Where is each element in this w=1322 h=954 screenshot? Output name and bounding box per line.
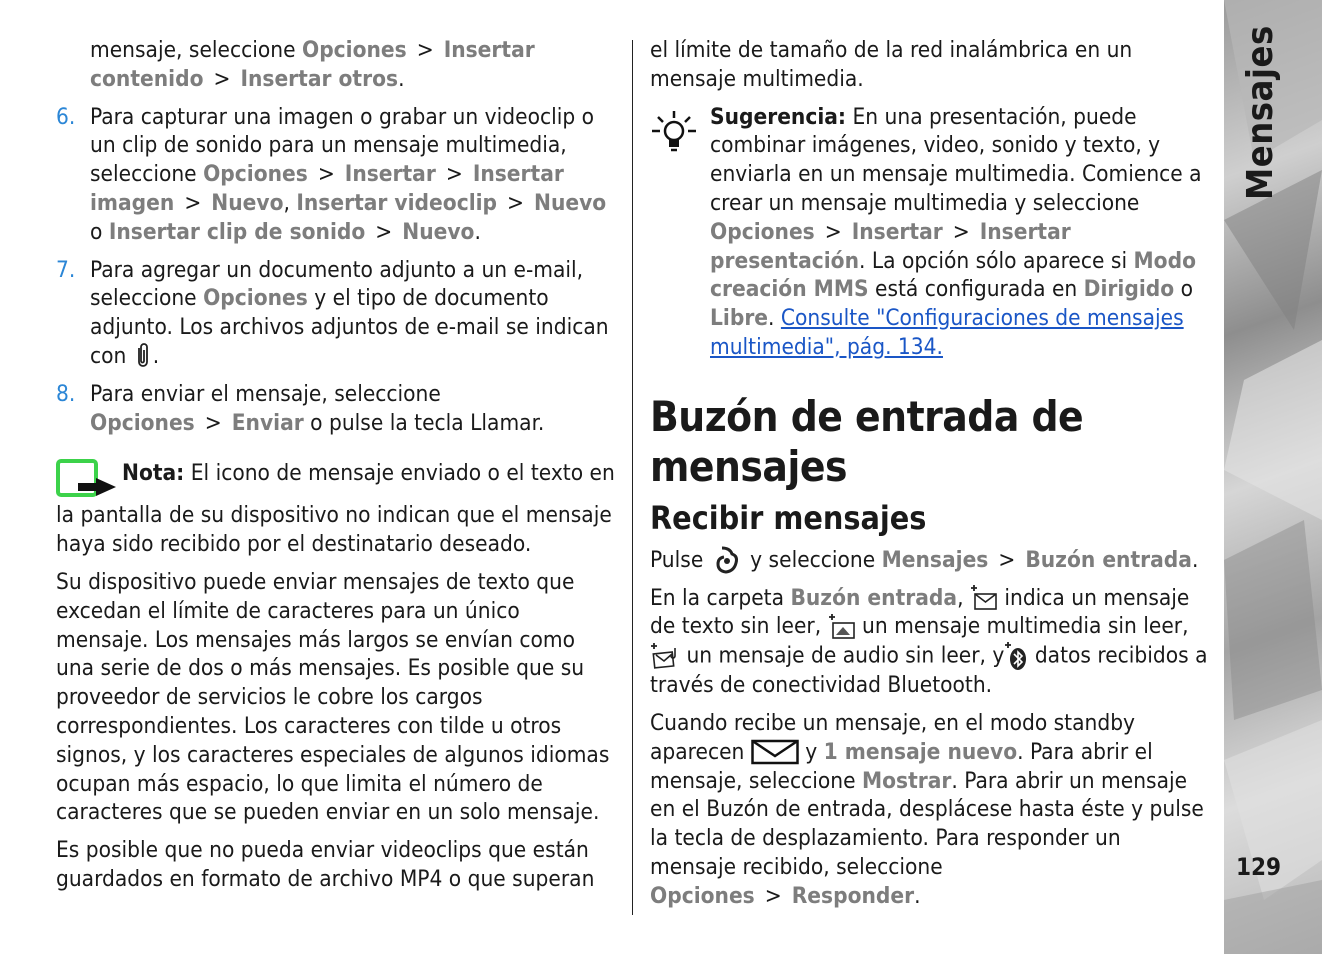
paragraph: Su dispositivo puede enviar mensajes de texto que excedan el límite de caracteres para un único mensaje. Los mensajes más largos se envían como una serie de dos o más mensajes. Es posible que su proveedor de servicios le cobre los cargos correspondientes. Los caracteres con tilde u otros signos, y los caracteres especiales de algunos idiomas ocupan más espacio, lo que limita el número de caracteres que se pueden enviar en un solo mensaje.	[56, 568, 610, 826]
tip-label: Sugerencia:	[710, 103, 847, 130]
subsection-heading: Recibir mensajes	[650, 498, 927, 537]
unread-text-message-icon	[970, 584, 998, 612]
menu-option: Insertar contenido	[90, 37, 535, 92]
tip: Sugerencia: En una presentación, puede combinar imágenes, video, sonido y texto, y enviarla en un mensaje multimedia. Comience a crear un mensaje multimedia y seleccione Opciones > Insertar > Insertar presentación. La opción sólo aparece si Modo creación MMS está configurada en Dirigido o Libre. Consulte "Configuraciones de mensajes multimedia", pág. 134.	[650, 103, 1212, 362]
step-6: 6. Para capturar una imagen o grabar un videoclip o un clip de sonido para un mensaje multimedia, seleccione Opciones > Insertar > Insertar imagen > Nuevo, Insertar videoclip > Nuevo o Insertar clip de sonido > Nuevo.	[56, 103, 607, 245]
column-divider	[632, 40, 633, 915]
page-number: 129	[1236, 853, 1282, 881]
note-hand-icon	[56, 459, 118, 501]
section-heading: Buzón de entrada de mensajes	[650, 391, 1084, 491]
lightbulb-icon	[650, 109, 698, 153]
section-title: Mensajes	[1240, 25, 1281, 200]
left-column	[56, 36, 618, 903]
unread-audio-message-icon	[650, 642, 680, 670]
continued-step: mensaje, seleccione Opciones > Insertar contenido > Insertar otros.	[90, 37, 535, 92]
unread-multimedia-message-icon	[828, 613, 856, 641]
paragraph: Pulse y seleccione Mensajes > Buzón entrada.	[650, 546, 1199, 573]
paragraph: En la carpeta Buzón entrada, indica un mensaje de texto sin leer, un mensaje multimedia sin leer, un mensaje de audio sin leer, y datos recibidos a través de conectividad Bluetooth.	[650, 584, 1208, 699]
note-label: Nota:	[122, 460, 185, 487]
bluetooth-data-icon	[1004, 641, 1028, 671]
menu-option: Insertar otros	[240, 65, 399, 92]
note: Nota: El icono de mensaje enviado o el texto en la pantalla de su dispositivo no indican que el mensaje haya sido recibido por el destinatario deseado.	[56, 460, 615, 558]
paperclip-icon	[133, 343, 153, 369]
paragraph: Es posible que no pueda enviar videoclips que están guardados en formato de archivo MP4 o que superan	[56, 837, 595, 892]
paragraph: Cuando recibe un mensaje, en el modo standby aparecen y 1 mensaje nuevo. Para abrir el mensaje, seleccione Mostrar. Para abrir un mensaje en el Buzón de entrada, desplácese hasta éste y pulse la tecla de desplazamiento. Para responder un mensaje recibido, seleccione Opciones > Responder.	[650, 709, 1204, 909]
menu-key-icon	[710, 546, 744, 574]
paragraph: el límite de tamaño de la red inalámbrica en un mensaje multimedia.	[650, 37, 1133, 92]
new-message-envelope-icon	[751, 739, 799, 765]
step-8: 8. Para enviar el mensaje, seleccione Opciones > Enviar o pulse la tecla Llamar.	[56, 380, 545, 436]
menu-option: Opciones	[301, 37, 407, 63]
right-column	[650, 36, 1212, 920]
step-7: 7. Para agregar un documento adjunto a un e-mail, seleccione Opciones y el tipo de documento adjunto. Los archivos adjuntos de e-mail se indican con .	[56, 256, 609, 369]
cross-reference-link[interactable]: Consulte "Configuraciones de mensajes multimedia", pág. 134.	[710, 305, 1184, 360]
